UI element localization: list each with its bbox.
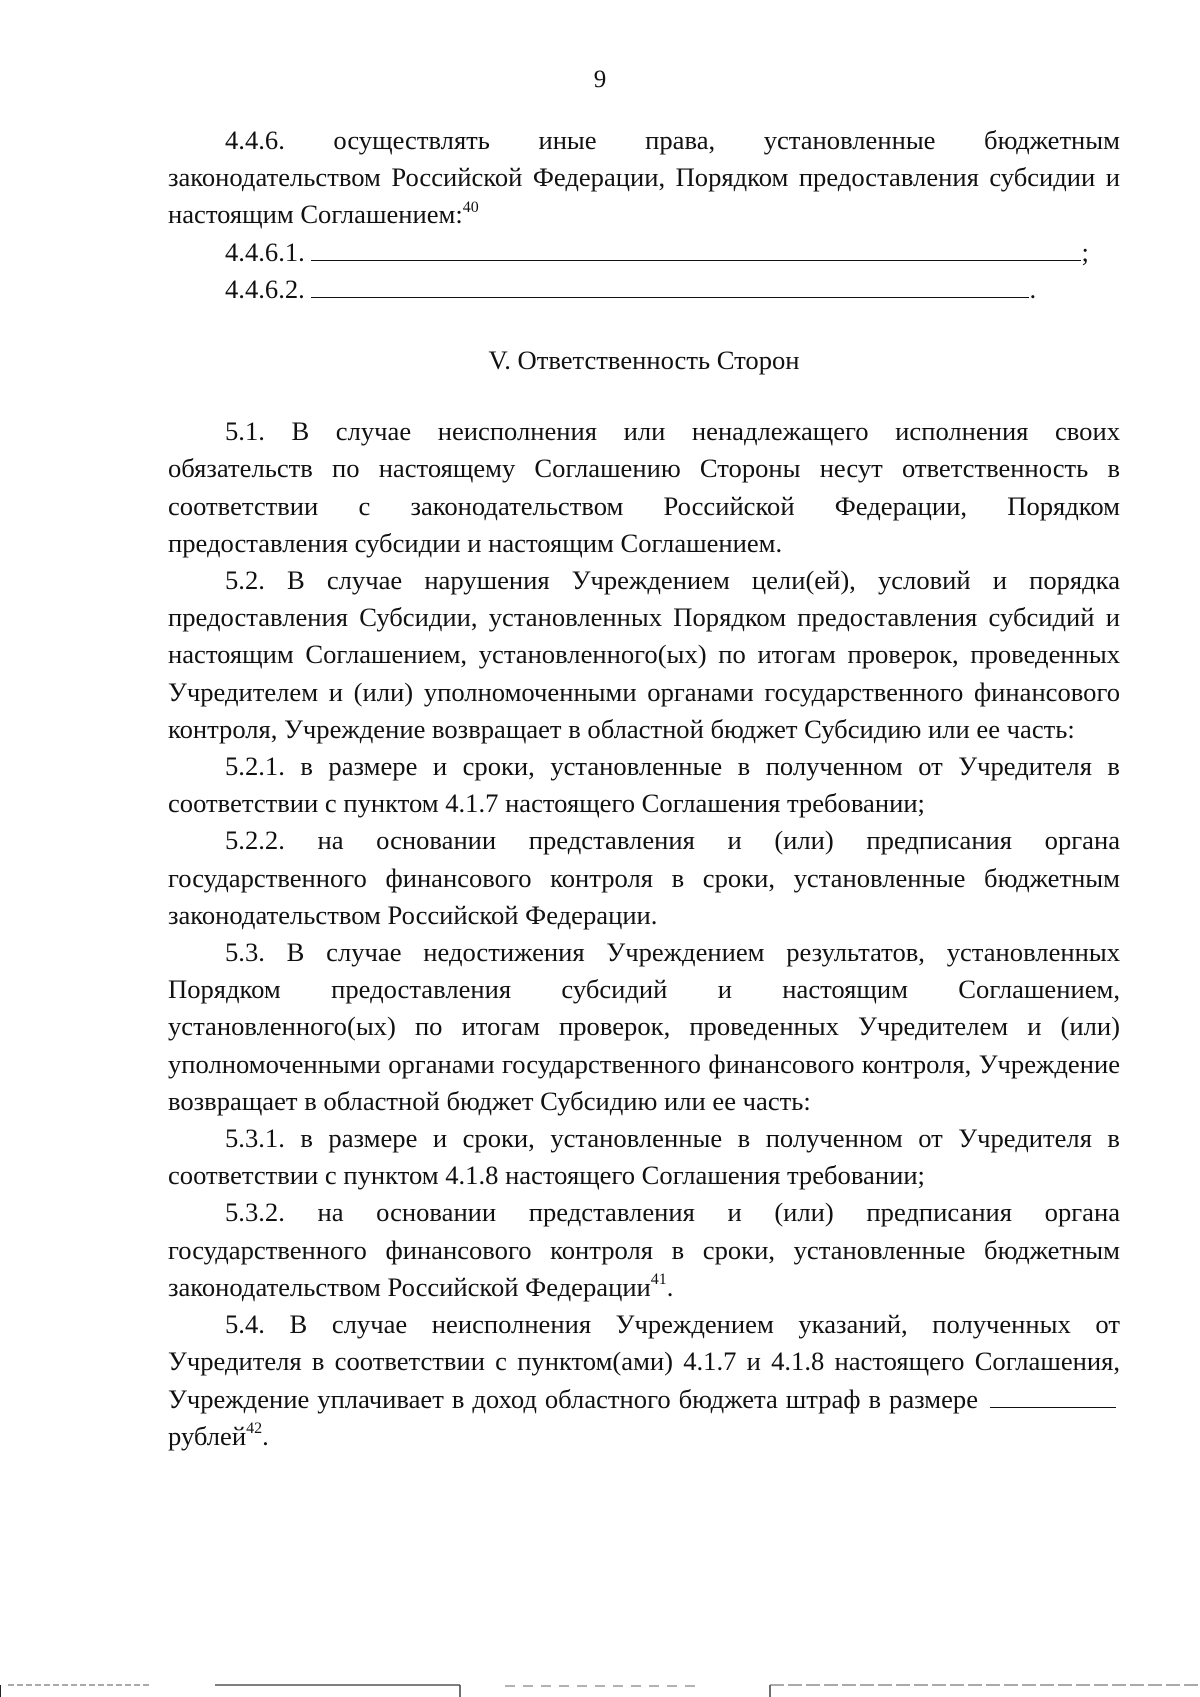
footnote-ref-41: 41 xyxy=(650,1271,667,1289)
fill-in-blank-line[interactable] xyxy=(311,234,1081,261)
fill-in-blank-line[interactable] xyxy=(311,271,1029,298)
clause-4-4-6-2-number: 4.4.6.2. xyxy=(225,273,305,304)
clause-4-4-6-1 xyxy=(168,234,1120,271)
clause-5-4 xyxy=(168,1306,1120,1455)
clause-5-1: 5.1. В случае неисполнения или ненадлежащего исполнения своих обязательств по настоящему Соглашению Стороны несут ответственность в соответствии с законодательством Российской Федерации, Порядком предоставления субсидии и настоящим Соглашением. xyxy=(168,416,1120,558)
clause-4-4-6-1-number: 4.4.6.1. xyxy=(225,236,305,267)
clause-5-4-currency: рублей xyxy=(168,1420,247,1451)
clause-5-2-1: 5.2.1. в размере и сроки, установленные в полученном от Учредителя в соответствии с пунктом 4.1.7 настоящего Соглашения требовании; xyxy=(168,751,1120,819)
document-body xyxy=(168,122,1120,1455)
clause-5-3-2-text: 5.3.2. на основании представления и (или) предписания органа государственного финансового контроля в сроки, установленные бюджетным законодательством Российской Федерации xyxy=(168,1197,1120,1302)
clause-5-3: 5.3. В случае недостижения Учреждением результатов, установленных Порядком предоставления субсидий и настоящим Соглашением, установленного(ых) по итогам проверок, проведенных Учредителем и (или) уполномоченными органами государственного финансового контроля, Учреждение возвращает в областной бюджет Субсидию или ее часть: xyxy=(168,937,1120,1116)
clause-5-3-1: 5.3.1. в размере и сроки, установленные в полученном от Учредителя в соответствии с пунктом 4.1.8 настоящего Соглашения требовании; xyxy=(168,1123,1120,1191)
clause-4-4-6-text: 4.4.6. осуществлять иные права, установленные бюджетным законодательством Российской Федерации, Порядком предоставления субсидии и настоящим Соглашением: xyxy=(168,125,1120,230)
clause-4-4-6 xyxy=(168,122,1120,234)
section-title: V. Ответственность Сторон xyxy=(488,345,800,376)
clause-5-3-2-end: . xyxy=(666,1271,674,1302)
clause-5-4-text: 5.4. В случае неисполнения Учреждением указаний, полученных от Учредителя в соответствии с пунктом(ами) 4.1.7 и 4.1.8 настоящего Соглашения, Учреждение уплачивает в доход областного бюджета штраф в размере xyxy=(168,1309,1120,1414)
penalty-amount-blank[interactable] xyxy=(990,1383,1116,1408)
clause-4-4-6-2-end: . xyxy=(1029,273,1037,304)
scan-edge-artifacts xyxy=(0,1683,1200,1697)
footnote-ref-40: 40 xyxy=(462,198,479,216)
clause-5-2-2: 5.2.2. на основании представления и (или) предписания органа государственного финансового контроля в сроки, установленные бюджетным законодательством Российской Федерации. xyxy=(168,825,1120,930)
clause-4-4-6-2 xyxy=(168,271,1120,308)
clause-5-4-end: . xyxy=(262,1420,269,1451)
clause-5-3-2 xyxy=(168,1194,1120,1306)
footnote-ref-42: 42 xyxy=(246,1419,263,1437)
clause-5-2: 5.2. В случае нарушения Учреждением цели(ей), условий и порядка предоставления Субсидии, установленных Порядком предоставления субсидий и настоящим Соглашением, установленного(ых) по итогам проверок, проведенных Учредителем и (или) уполномоченными органами государственного финансового контроля, Учреждение возвращает в областной бюджет Субсидию или ее часть: xyxy=(168,565,1120,744)
page-number: 9 xyxy=(593,66,607,93)
clause-4-4-6-1-end: ; xyxy=(1081,236,1089,267)
